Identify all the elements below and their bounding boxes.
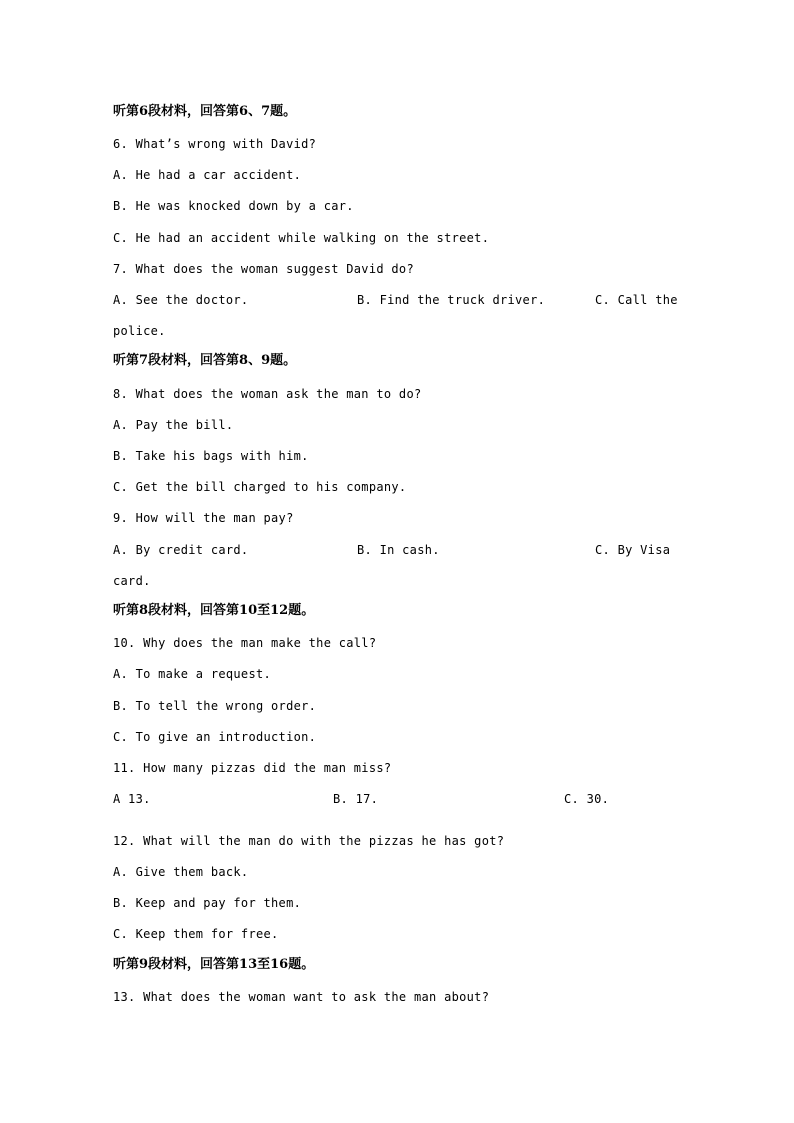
question-11: 11. How many pizzas did the man miss? — [113, 761, 392, 775]
question-10: 10. Why does the man make the call? — [113, 636, 377, 650]
question-8: 8. What does the woman ask the man to do? — [113, 387, 422, 401]
q7-option-b: B. Find the truck driver. — [357, 293, 546, 307]
question-7: 7. What does the woman suggest David do? — [113, 262, 414, 276]
q11-option-a: A 13. — [113, 792, 151, 806]
q11-option-c: C. 30. — [564, 792, 610, 806]
section-heading-6: 听第6段材料，回答第6、7题。 — [113, 104, 297, 119]
q12-option-c: C. Keep them for free. — [113, 927, 279, 941]
q10-option-c: C. To give an introduction. — [113, 730, 317, 744]
section-heading-9: 听第9段材料，回答第13至16题。 — [113, 957, 315, 972]
section-heading-7: 听第7段材料，回答第8、9题。 — [113, 353, 297, 368]
q10-option-a: A. To make a request. — [113, 667, 272, 681]
q6-option-a: A. He had a car accident. — [113, 168, 302, 182]
question-12: 12. What will the man do with the pizzas he has got? — [113, 834, 505, 848]
q6-option-b: B. He was knocked down by a car. — [113, 199, 354, 213]
q7-options-row — [113, 292, 693, 308]
question-9: 9. How will the man pay? — [113, 511, 294, 525]
q12-option-a: A. Give them back. — [113, 865, 249, 879]
q9-option-c: C. By Visa — [595, 543, 671, 557]
q9-option-a: A. By credit card. — [113, 543, 249, 557]
question-13: 13. What does the woman want to ask the man about? — [113, 990, 490, 1004]
q11-option-b: B. 17. — [333, 792, 379, 806]
q12-option-b: B. Keep and pay for them. — [113, 896, 302, 910]
q10-option-b: B. To tell the wrong order. — [113, 699, 317, 713]
q8-option-c: C. Get the bill charged to his company. — [113, 480, 407, 494]
q8-option-a: A. Pay the bill. — [113, 418, 234, 432]
q7-option-c: C. Call the — [595, 293, 678, 307]
q7-option-c-wrap: police. — [113, 324, 166, 338]
q9-option-b: B. In cash. — [357, 543, 440, 557]
question-6: 6. What’s wrong with David? — [113, 137, 317, 151]
q9-option-c-wrap: card. — [113, 574, 151, 588]
q6-option-c: C. He had an accident while walking on the street. — [113, 231, 490, 245]
q11-options-row — [113, 791, 693, 807]
q9-options-row — [113, 542, 693, 558]
section-heading-8: 听第8段材料，回答第10至12题。 — [113, 603, 315, 618]
q8-option-b: B. Take his bags with him. — [113, 449, 309, 463]
q7-option-a: A. See the doctor. — [113, 293, 249, 307]
